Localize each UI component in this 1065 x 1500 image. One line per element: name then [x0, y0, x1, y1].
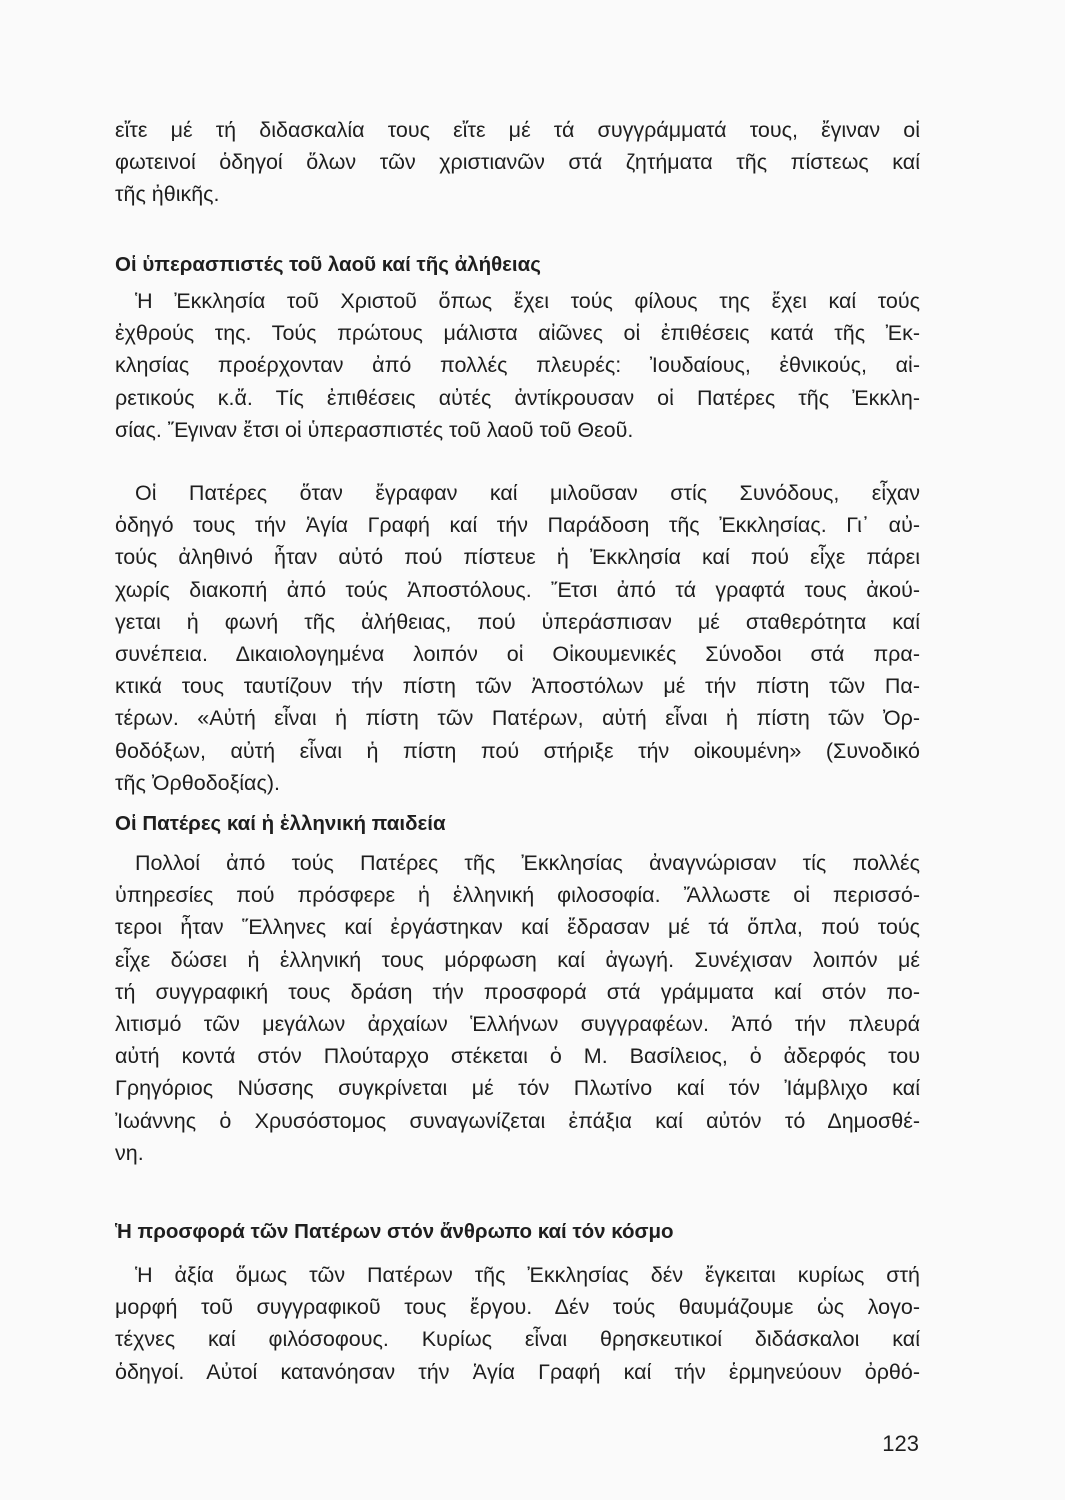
- text-line: εἴτε μέ τή διδασκαλία τους εἴτε μέ τά συγγράμματά τους, ἔγιναν οἱ: [115, 118, 920, 142]
- text-line: Οἱ Πατέρες ὅταν ἔγραφαν καί μιλοῦσαν στίς Συνόδους, εἶχαν: [135, 481, 920, 505]
- paragraph-contribution: [115, 1259, 920, 1388]
- text-line: τέχνες καί φιλόσοφους. Κυρίως εἶναι θρησκευτικοί διδάσκαλοι καί: [115, 1327, 920, 1352]
- text-line: νη.: [115, 1140, 144, 1165]
- text-line: τούς ἀληθινό ἦταν αὐτό πού πίστευε ἡ Ἐκκλησία καί πού εἶχε πάρει: [115, 545, 920, 570]
- text-line: αὐτή κοντά στόν Πλούταρχο στέκεται ὁ Μ. Βασίλειος, ὁ ἀδερφός του: [115, 1044, 920, 1069]
- text-line: τή συγγραφική τους δράση τήν προσφορά στά γράμματα καί στόν πο-: [115, 979, 920, 1004]
- text-line: τεροι ἦταν Ἕλληνες καί ἐργάστηκαν καί ἔδρασαν μέ τά ὅπλα, πού τούς: [115, 915, 920, 940]
- paragraph-continuation: [115, 114, 920, 211]
- section-heading-defenders: Οἱ ὑπερασπιστές τοῦ λαοῦ καί τῆς ἀλήθειας: [115, 253, 541, 276]
- text-line: Ἡ Ἐκκλησία τοῦ Χριστοῦ ὅπως ἔχει τούς φίλους της ἔχει καί τούς: [135, 289, 920, 313]
- text-line: Ἡ ἀξία ὅμως τῶν Πατέρων τῆς Ἐκκλησίας δέν ἔγκειται κυρίως στή: [135, 1263, 920, 1287]
- text-line: ρετικούς κ.ἄ. Τίς ἐπιθέσεις αὐτές ἀντίκρουσαν οἱ Πατέρες τῆς Ἐκκλη-: [115, 385, 920, 410]
- text-line: ὑπηρεσίες πού πρόσφερε ἡ ἑλληνική φιλοσοφία. Ἄλλωστε οἱ περισσό-: [115, 883, 920, 908]
- text-line: κτικά τους ταυτίζουν τήν πίστη τῶν Ἀποστόλων μέ τήν πίστη τῶν Πα-: [115, 674, 920, 699]
- text-line: τῆς Ὀρθοδοξίας).: [115, 770, 280, 795]
- text-line: τῆς ἠθικῆς.: [115, 182, 220, 207]
- text-line: ἐχθρούς της. Τούς πρώτους μάλιστα αἰῶνες οἱ ἐπιθέσεις κατά τῆς Ἐκ-: [115, 321, 920, 346]
- text-line: εἶχε δώσει ἡ ἑλληνική τους μόρφωση καί ἀγωγή. Συνέχισαν λοιπόν μέ: [115, 947, 920, 972]
- section-heading-greek-education: Οἱ Πατέρες καί ἡ ἑλληνική παιδεία: [115, 812, 446, 835]
- paragraph-fathers-synods: [115, 477, 920, 799]
- text-line: θοδόξων, αὐτή εἶναι ἡ πίστη πού στήριξε τήν οἰκουμένη» (Συνοδικό: [115, 738, 920, 763]
- text-line: ὁδηγό τους τήν Ἁγία Γραφή καί τήν Παράδοση τῆς Ἐκκλησίας. Γι᾿ αὐ-: [115, 513, 920, 538]
- paragraph-defenders: [115, 285, 920, 446]
- text-line: μορφή τοῦ συγγραφικοῦ τους ἔργου. Δέν τούς θαυμάζουμε ὡς λογο-: [115, 1295, 920, 1320]
- text-line: συνέπεια. Δικαιολογημένα λοιπόν οἱ Οἰκουμενικές Σύνοδοι στά πρα-: [115, 641, 920, 666]
- text-line: φωτεινοί ὁδηγοί ὅλων τῶν χριστιανῶν στά ζητήματα τῆς πίστεως καί: [115, 150, 920, 175]
- text-line: Γρηγόριος Νύσσης συγκρίνεται μέ τόν Πλωτίνο καί τόν Ἰάμβλιχο καί: [115, 1076, 920, 1101]
- text-line: ὁδηγοί. Αὐτοί κατανόησαν τήν Ἁγία Γραφή καί τήν ἑρμηνεύουν ὀρθό-: [115, 1359, 920, 1384]
- paragraph-greek-education: [115, 847, 920, 1169]
- text-line: σίας. Ἔγιναν ἔτσι οἱ ὑπερασπιστές τοῦ λαοῦ τοῦ Θεοῦ.: [115, 417, 634, 442]
- text-line: κλησίας προέρχονταν ἀπό πολλές πλευρές: Ἰουδαίους, ἐθνικούς, αἱ-: [115, 353, 920, 378]
- text-line: λιτισμό τῶν μεγάλων ἀρχαίων Ἑλλήνων συγγραφέων. Ἀπό τήν πλευρά: [115, 1011, 920, 1036]
- text-line: γεται ἡ φωνή τῆς ἀλήθειας, πού ὑπεράσπισαν μέ σταθερότητα καί: [115, 609, 920, 634]
- text-line: Ἰωάννης ὁ Χρυσόστομος συναγωνίζεται ἐπάξια καί αὐτόν τό Δημοσθέ-: [115, 1108, 920, 1133]
- text-line: χωρίς διακοπή ἀπό τούς Ἀποστόλους. Ἔτσι ἀπό τά γραφτά τους ἀκού-: [115, 577, 920, 602]
- text-line: τέρων. «Αὐτή εἶναι ἡ πίστη τῶν Πατέρων, αὐτή εἶναι ἡ πίστη τῶν Ὀρ-: [115, 706, 920, 731]
- section-heading-contribution: Ἡ προσφορά τῶν Πατέρων στόν ἄνθρωπο καί τόν κόσμο: [115, 1220, 674, 1243]
- text-line: Πολλοί ἀπό τούς Πατέρες τῆς Ἐκκλησίας ἀναγνώρισαν τίς πολλές: [135, 851, 920, 875]
- page-number: 123: [882, 1431, 919, 1456]
